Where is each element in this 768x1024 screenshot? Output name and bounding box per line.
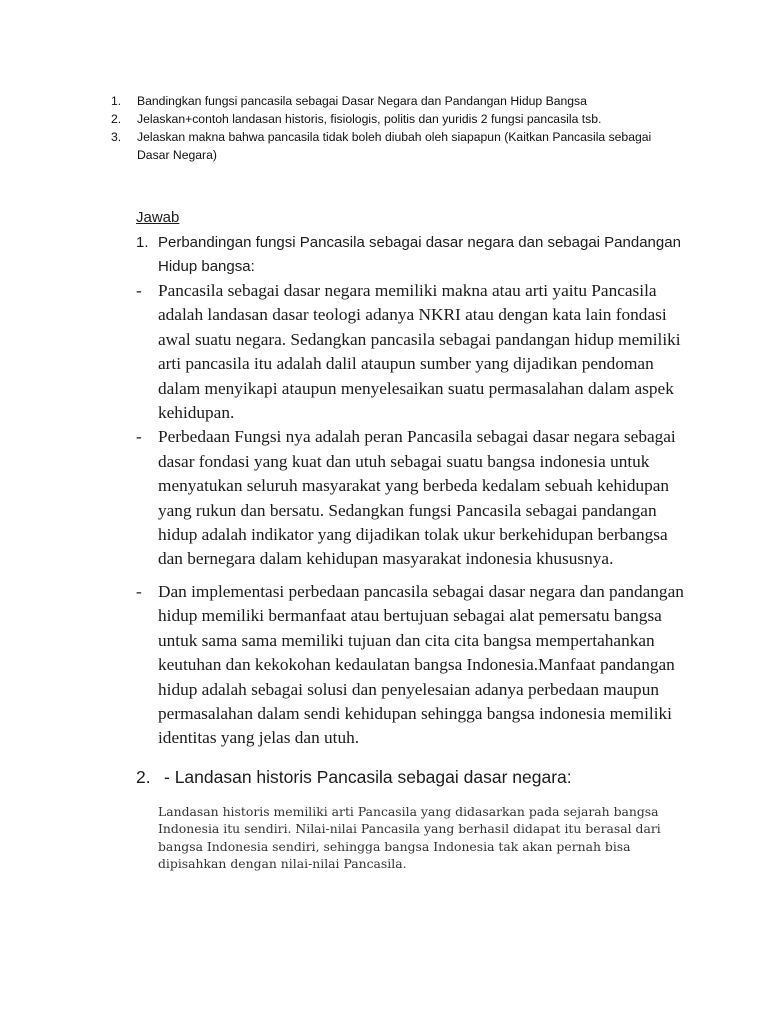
section-2-title: - Landasan historis Pancasila sebagai dasar negara: <box>164 766 572 787</box>
spacer <box>133 572 693 580</box>
bullet-item <box>136 425 693 571</box>
section-1-number: 1. <box>136 234 149 251</box>
question-list <box>111 92 671 164</box>
section-1-heading <box>136 231 693 279</box>
section-2-number: 2. <box>136 766 151 787</box>
section-2-paragraph: Landasan historis memiliki arti Pancasila yang didasarkan pada sejarah bangsa Indonesia itu sendiri. Nilai-nilai Pancasila yang berhasil didapat itu berasal dari bangsa Indonesia sendiri, sehingga bangsa Indonesia tak akan pernah bisa dipisahkan dengan nilai-nilai Pancasila. <box>158 803 661 871</box>
answer-section <box>133 207 693 872</box>
bullet-item <box>136 279 693 425</box>
answer-heading: Jawab <box>136 209 180 226</box>
question-item <box>111 92 671 110</box>
bullet-dash: - <box>136 581 142 601</box>
question-text: Bandingkan fungsi pancasila sebagai Dasar Negara dan Pandangan Hidup Bangsa <box>137 94 587 108</box>
bullet-item <box>136 580 693 751</box>
question-text: Jelaskan makna bahwa pancasila tidak boleh diubah oleh siapapun (Kaitkan Pancasila sebagai Dasar Negara) <box>137 130 652 162</box>
question-text: Jelaskan+contoh landasan historis, fisiologis, politis dan yuridis 2 fungsi pancasila tsb. <box>137 112 602 126</box>
bullet-text: Perbedaan Fungsi nya adalah peran Pancasila sebagai dasar negara sebagai dasar fondasi yang kuat dan utuh sebagai suatu bangsa indonesia untuk menyatukan seluruh masyarakat yang berbeda kedalam sebuah kehidupan yang rukun dan bersatu. Sedangkan fungsi Pancasila sebagai pandangan hidup adalah indikator yang dijadikan tolak ukur berkehidupan berbangsa dan bernegara dalam kehidupan masyarakat indonesia khususnya. <box>158 427 676 569</box>
bullet-text: Pancasila sebagai dasar negara memiliki makna atau arti yaitu Pancasila adalah landasan dasar teologi adanya NKRI atau dengan kata lain fondasi awal suatu negara. Sedangkan pancasila sebagai pandangan hidup memiliki arti pancasila itu adalah dalil ataupun sumber yang dijadikan pendoman dalam menyikapi ataupun menyelesaikan suatu permasalahan dalam aspek kehidupan. <box>158 281 681 423</box>
section-2-heading <box>136 765 693 789</box>
question-number: 2. <box>111 112 122 126</box>
bullet-dash: - <box>136 281 142 300</box>
question-item <box>111 128 671 164</box>
question-number: 3. <box>111 130 122 144</box>
question-number: 1. <box>111 94 122 108</box>
question-item <box>111 110 671 128</box>
bullet-text: Dan implementasi perbedaan pancasila sebagai dasar negara dan pandangan hidup memiliki bermanfaat atau bertujuan sebagai alat pemersatu bangsa untuk sama sama memiliki tujuan dan cita cita bangsa mempertahankan keutuhan dan kekokohan kedaulatan bangsa Indonesia.Manfaat pandangan hidup adalah sebagai solusi dan penyelesaian adanya perbedaan maupun permasalahan dalam sendi kehidupan sehingga bangsa indonesia memiliki identitas yang jelas dan utuh. <box>158 581 684 748</box>
bullet-dash: - <box>136 427 142 447</box>
section-1-title: Perbandingan fungsi Pancasila sebagai dasar negara dan sebagai Pandangan Hidup bangsa: <box>158 234 681 275</box>
